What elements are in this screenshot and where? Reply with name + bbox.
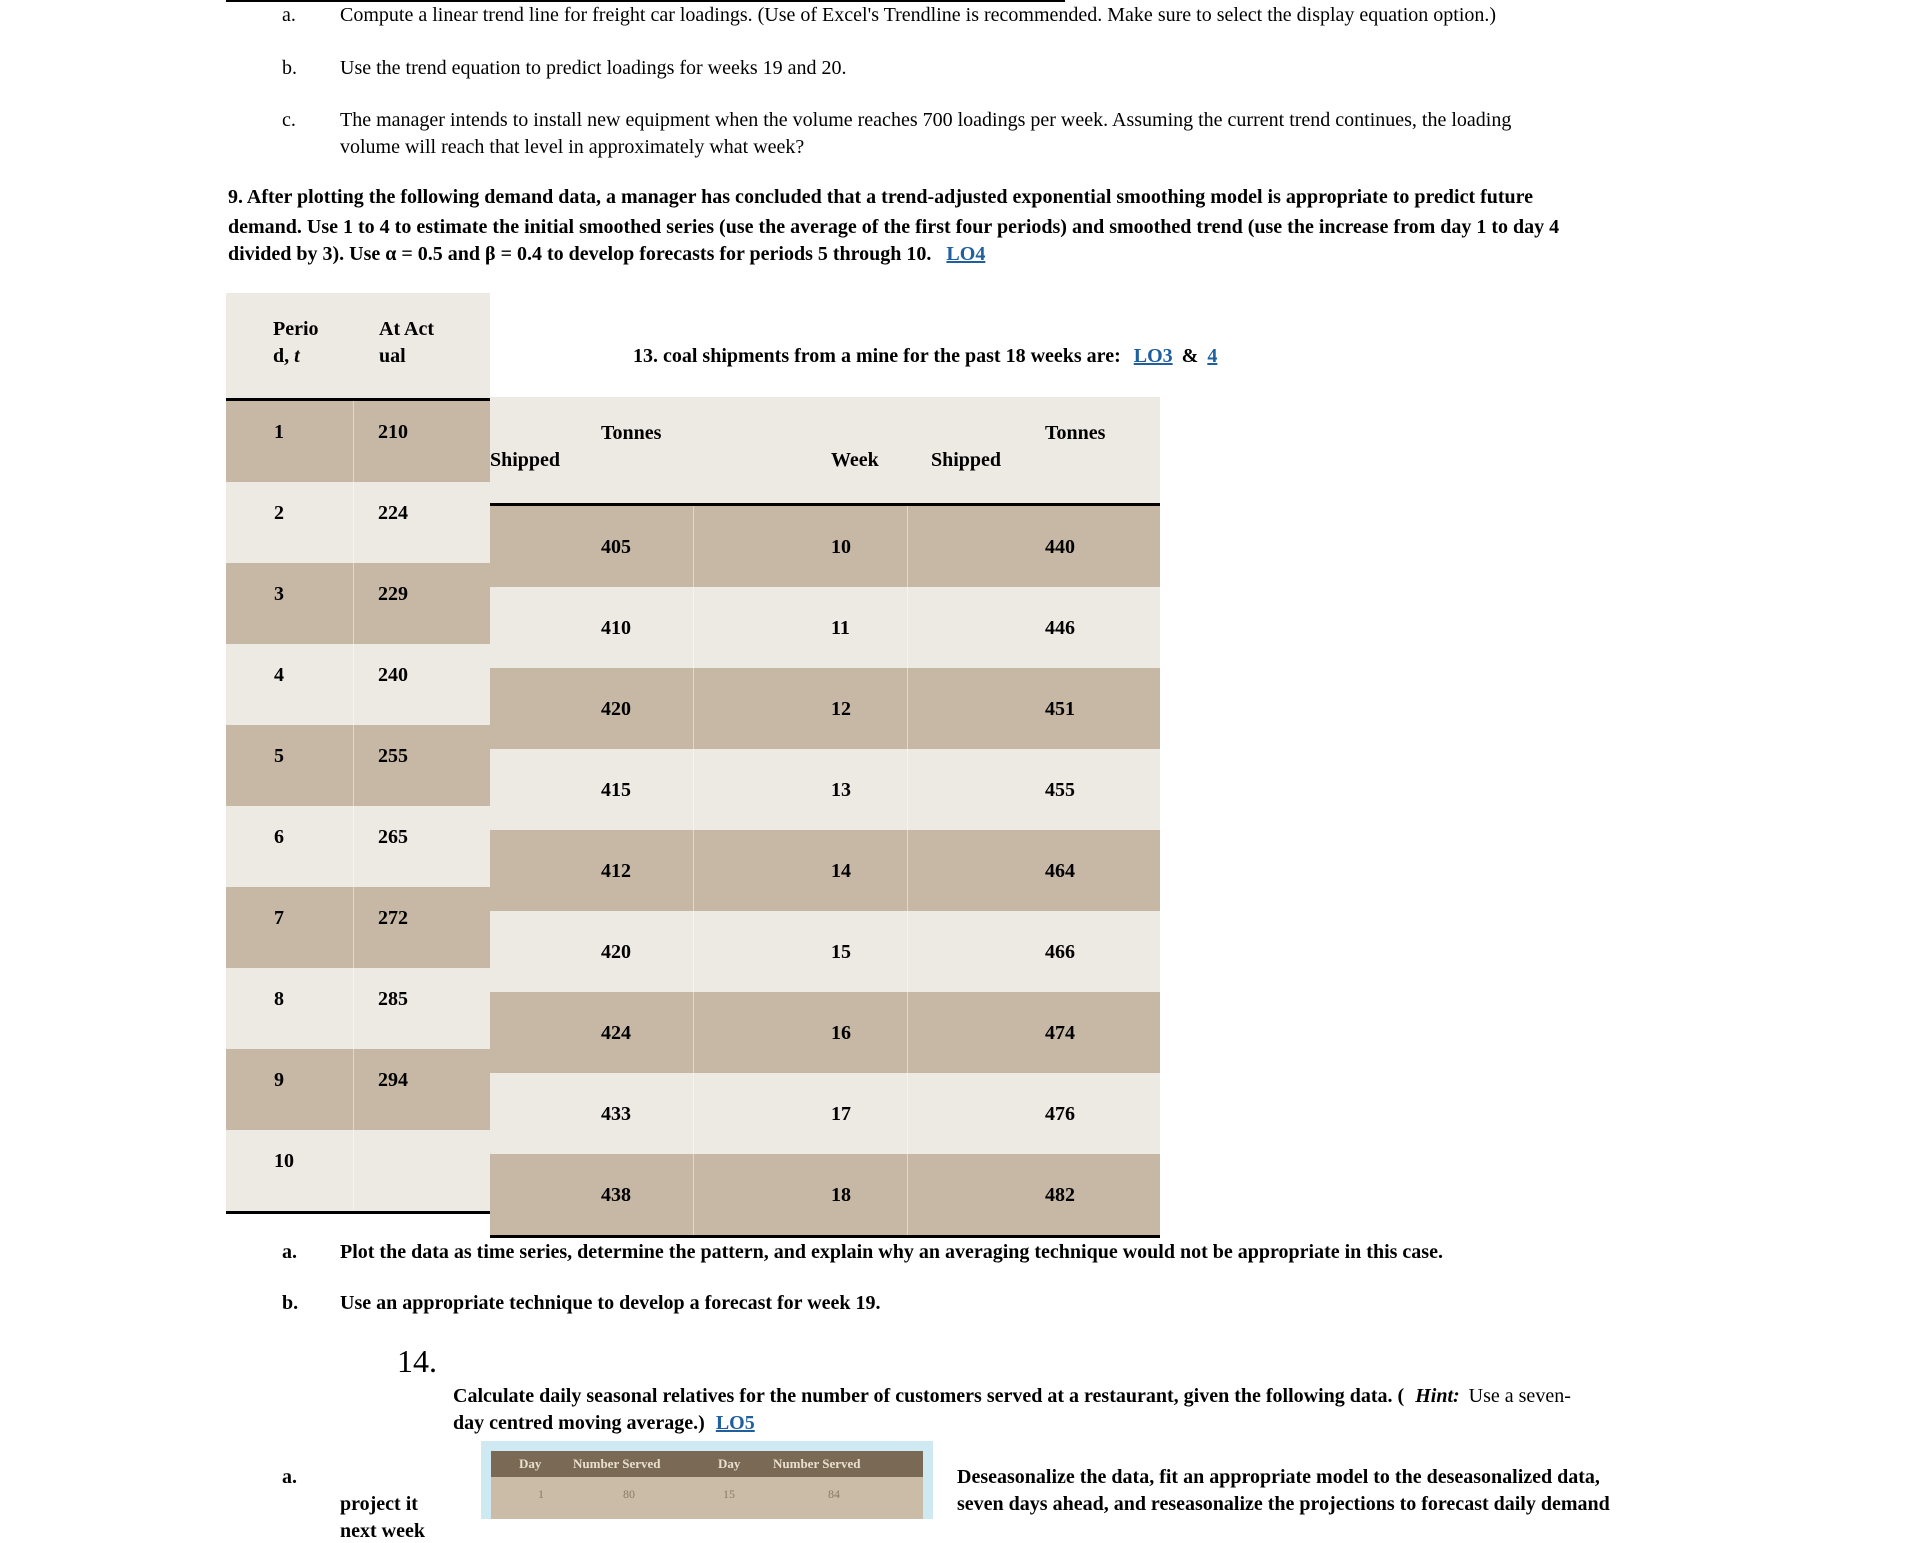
q8-b-letter: b. xyxy=(282,57,297,79)
q9-lo4-link[interactable]: LO4 xyxy=(946,243,986,265)
week-cell: 12 xyxy=(831,698,851,720)
week-cell: 18 xyxy=(831,1184,851,1206)
tonnes-right-cell: 466 xyxy=(1045,941,1075,963)
q14-a-letter: a. xyxy=(282,1466,297,1488)
table-row xyxy=(490,587,1160,668)
actual-cell: 294 xyxy=(378,1069,408,1091)
mini-cell: 1 xyxy=(538,1487,544,1501)
period-cell: 5 xyxy=(274,745,284,767)
period-cell: 2 xyxy=(274,502,284,524)
q13-lo3-link[interactable]: LO3 xyxy=(1133,345,1173,367)
q8-b-text: Use the trend equation to predict loadings for weeks 19 and 20. xyxy=(340,57,847,79)
week-cell: 17 xyxy=(831,1103,851,1125)
header-tonnes-right: Tonnes xyxy=(1045,422,1106,444)
tonnes-right-cell: 451 xyxy=(1045,698,1075,720)
table-row xyxy=(490,911,1160,992)
table-row xyxy=(226,644,490,725)
mini-cell: 15 xyxy=(723,1487,735,1501)
week-cell: 16 xyxy=(831,1022,851,1044)
q13-a-text: Plot the data as time series, determine the pattern, and explain why an averaging technique would not be appropriate in this case. xyxy=(340,1241,1443,1263)
period-cell: 8 xyxy=(274,988,284,1010)
period-cell: 10 xyxy=(274,1150,294,1172)
period-cell: 4 xyxy=(274,664,284,686)
demand-table xyxy=(226,293,490,1214)
q9-line2: demand. Use 1 to 4 to estimate the initial smoothed series (use the average of the first four periods) and smoothed trend (use the increase from day 1 to day 4 xyxy=(228,216,1560,238)
actual-cell: 224 xyxy=(378,502,408,524)
q13-a-letter: a. xyxy=(282,1241,297,1263)
mini-head-day-2: Day xyxy=(718,1456,741,1471)
q14-line2 xyxy=(453,1412,755,1435)
q9-line3 xyxy=(228,243,985,266)
header-tonnes-left: Tonnes xyxy=(601,422,662,444)
actual-cell: 210 xyxy=(378,421,408,443)
mini-cell: 84 xyxy=(828,1487,840,1501)
tonnes-right-cell: 476 xyxy=(1045,1103,1075,1125)
table-row xyxy=(490,830,1160,911)
week-cell: 11 xyxy=(831,617,850,639)
q14-hint: Hint: xyxy=(1415,1385,1460,1407)
table-row xyxy=(226,482,490,563)
q13-title-text: 13. coal shipments from a mine for the past 18 weeks are: xyxy=(633,345,1121,367)
coal-shipments-table xyxy=(490,397,1160,1238)
actual-cell: 229 xyxy=(378,583,408,605)
period-cell: 7 xyxy=(274,907,284,929)
tonnes-left-cell: 420 xyxy=(601,698,631,720)
tonnes-right-cell: 482 xyxy=(1045,1184,1075,1206)
table-row xyxy=(490,749,1160,830)
table-row xyxy=(226,725,490,806)
mini-head-day: Day xyxy=(519,1456,542,1471)
tonnes-right-cell: 446 xyxy=(1045,617,1075,639)
tonnes-right-cell: 440 xyxy=(1045,536,1075,558)
table-row xyxy=(490,1073,1160,1154)
week-cell: 13 xyxy=(831,779,851,801)
period-cell: 9 xyxy=(274,1069,284,1091)
actual-cell: 285 xyxy=(378,988,408,1010)
tonnes-right-cell: 464 xyxy=(1045,860,1075,882)
header-period xyxy=(273,316,319,370)
mini-cell: 80 xyxy=(623,1487,635,1501)
actual-cell: 240 xyxy=(378,664,408,686)
week-cell: 10 xyxy=(831,536,851,558)
actual-cell: 272 xyxy=(378,907,408,929)
week-cell: 15 xyxy=(831,941,851,963)
q14-lo5-link[interactable]: LO5 xyxy=(715,1412,755,1434)
q14-line1-text: Calculate daily seasonal relatives for the number of customers served at a restaurant, given the following data. ( xyxy=(453,1385,1405,1407)
mini-head-number-served-2: Number Served xyxy=(773,1456,861,1471)
q14-line1 xyxy=(453,1385,1571,1408)
header-week: Week xyxy=(831,449,879,471)
q8-c-letter: c. xyxy=(282,109,296,131)
q8-c-text-line2: volume will reach that level in approximately what week? xyxy=(340,136,805,158)
q9-line3-text: divided by 3). Use α = 0.5 and β = 0.4 to develop forecasts for periods 5 through 10. xyxy=(228,243,932,265)
q14-a-left-line1: project it xyxy=(340,1493,418,1515)
q14-a-left-line2: next week xyxy=(340,1520,425,1542)
header-period-t: t xyxy=(294,345,300,367)
q14-a-right-line2: seven days ahead, and reseasonalize the projections to forecast daily demand xyxy=(957,1493,1610,1515)
tonnes-left-cell: 438 xyxy=(601,1184,631,1206)
q8-c-text-line1: The manager intends to install new equipment when the volume reaches 700 loadings per week. Assuming the current trend continues, the loading xyxy=(340,109,1512,131)
tonnes-left-cell: 405 xyxy=(601,536,631,558)
header-actual-line1: At Act xyxy=(379,318,434,340)
q13-b-text: Use an appropriate technique to develop a forecast for week 19. xyxy=(340,1292,881,1314)
restaurant-data-table-image xyxy=(481,1441,933,1519)
coal-table-bottom-rule xyxy=(490,1235,1160,1238)
demand-table-bottom-rule xyxy=(226,1211,490,1214)
tonnes-left-cell: 420 xyxy=(601,941,631,963)
coal-table-header xyxy=(490,397,1160,506)
q13-title xyxy=(633,345,1217,368)
tonnes-left-cell: 410 xyxy=(601,617,631,639)
q13-lo4-link[interactable]: 4 xyxy=(1207,345,1218,367)
table-row xyxy=(226,968,490,1049)
table-row xyxy=(226,887,490,968)
mini-head-number-served: Number Served xyxy=(573,1456,661,1471)
q14-line1-rest: Use a seven- xyxy=(1468,1385,1571,1407)
table-row xyxy=(226,1049,490,1130)
q14-line2-text: day centred moving average.) xyxy=(453,1412,705,1434)
tonnes-right-cell: 455 xyxy=(1045,779,1075,801)
mini-table-row xyxy=(491,1477,923,1519)
header-period-d: d, xyxy=(273,345,295,367)
actual-cell: 255 xyxy=(378,745,408,767)
actual-cell: 265 xyxy=(378,826,408,848)
tonnes-right-cell: 474 xyxy=(1045,1022,1075,1044)
table-row xyxy=(226,1130,490,1211)
q13-ampersand: & xyxy=(1181,345,1199,367)
q8-a-letter: a. xyxy=(282,4,296,26)
header-actual xyxy=(379,316,434,370)
demand-table-header xyxy=(226,293,490,401)
q13-b-letter: b. xyxy=(282,1292,299,1314)
period-cell: 3 xyxy=(274,583,284,605)
period-cell: 1 xyxy=(274,421,284,443)
header-shipped-right: Shipped xyxy=(931,449,1002,471)
table-row xyxy=(226,806,490,887)
tonnes-left-cell: 412 xyxy=(601,860,631,882)
tonnes-left-cell: 424 xyxy=(601,1022,631,1044)
table-row xyxy=(490,992,1160,1073)
header-period-line2 xyxy=(273,343,319,370)
week-cell: 14 xyxy=(831,860,851,882)
q14-a-right-line1: Deseasonalize the data, fit an appropriate model to the deseasonalized data, xyxy=(957,1466,1600,1488)
q8-a-text: Compute a linear trend line for freight car loadings. (Use of Excel's Trendline is recommended. Make sure to select the display equation option.) xyxy=(340,4,1497,26)
table-row xyxy=(490,668,1160,749)
period-cell: 6 xyxy=(274,826,284,848)
mini-table-header xyxy=(491,1451,923,1477)
q9-line1: 9. After plotting the following demand data, a manager has concluded that a trend-adjusted exponential smoothing model is appropriate to predict future xyxy=(228,186,1534,208)
top-rule xyxy=(226,0,1065,2)
header-shipped-left: Shipped xyxy=(490,449,561,471)
table-row xyxy=(490,1154,1160,1235)
q14-number: 14. xyxy=(397,1343,437,1379)
table-row xyxy=(226,563,490,644)
header-actual-line2: ual xyxy=(379,345,406,367)
tonnes-left-cell: 415 xyxy=(601,779,631,801)
table-row xyxy=(490,506,1160,587)
table-row xyxy=(226,401,490,482)
header-period-line1: Perio xyxy=(273,318,319,340)
tonnes-left-cell: 433 xyxy=(601,1103,631,1125)
